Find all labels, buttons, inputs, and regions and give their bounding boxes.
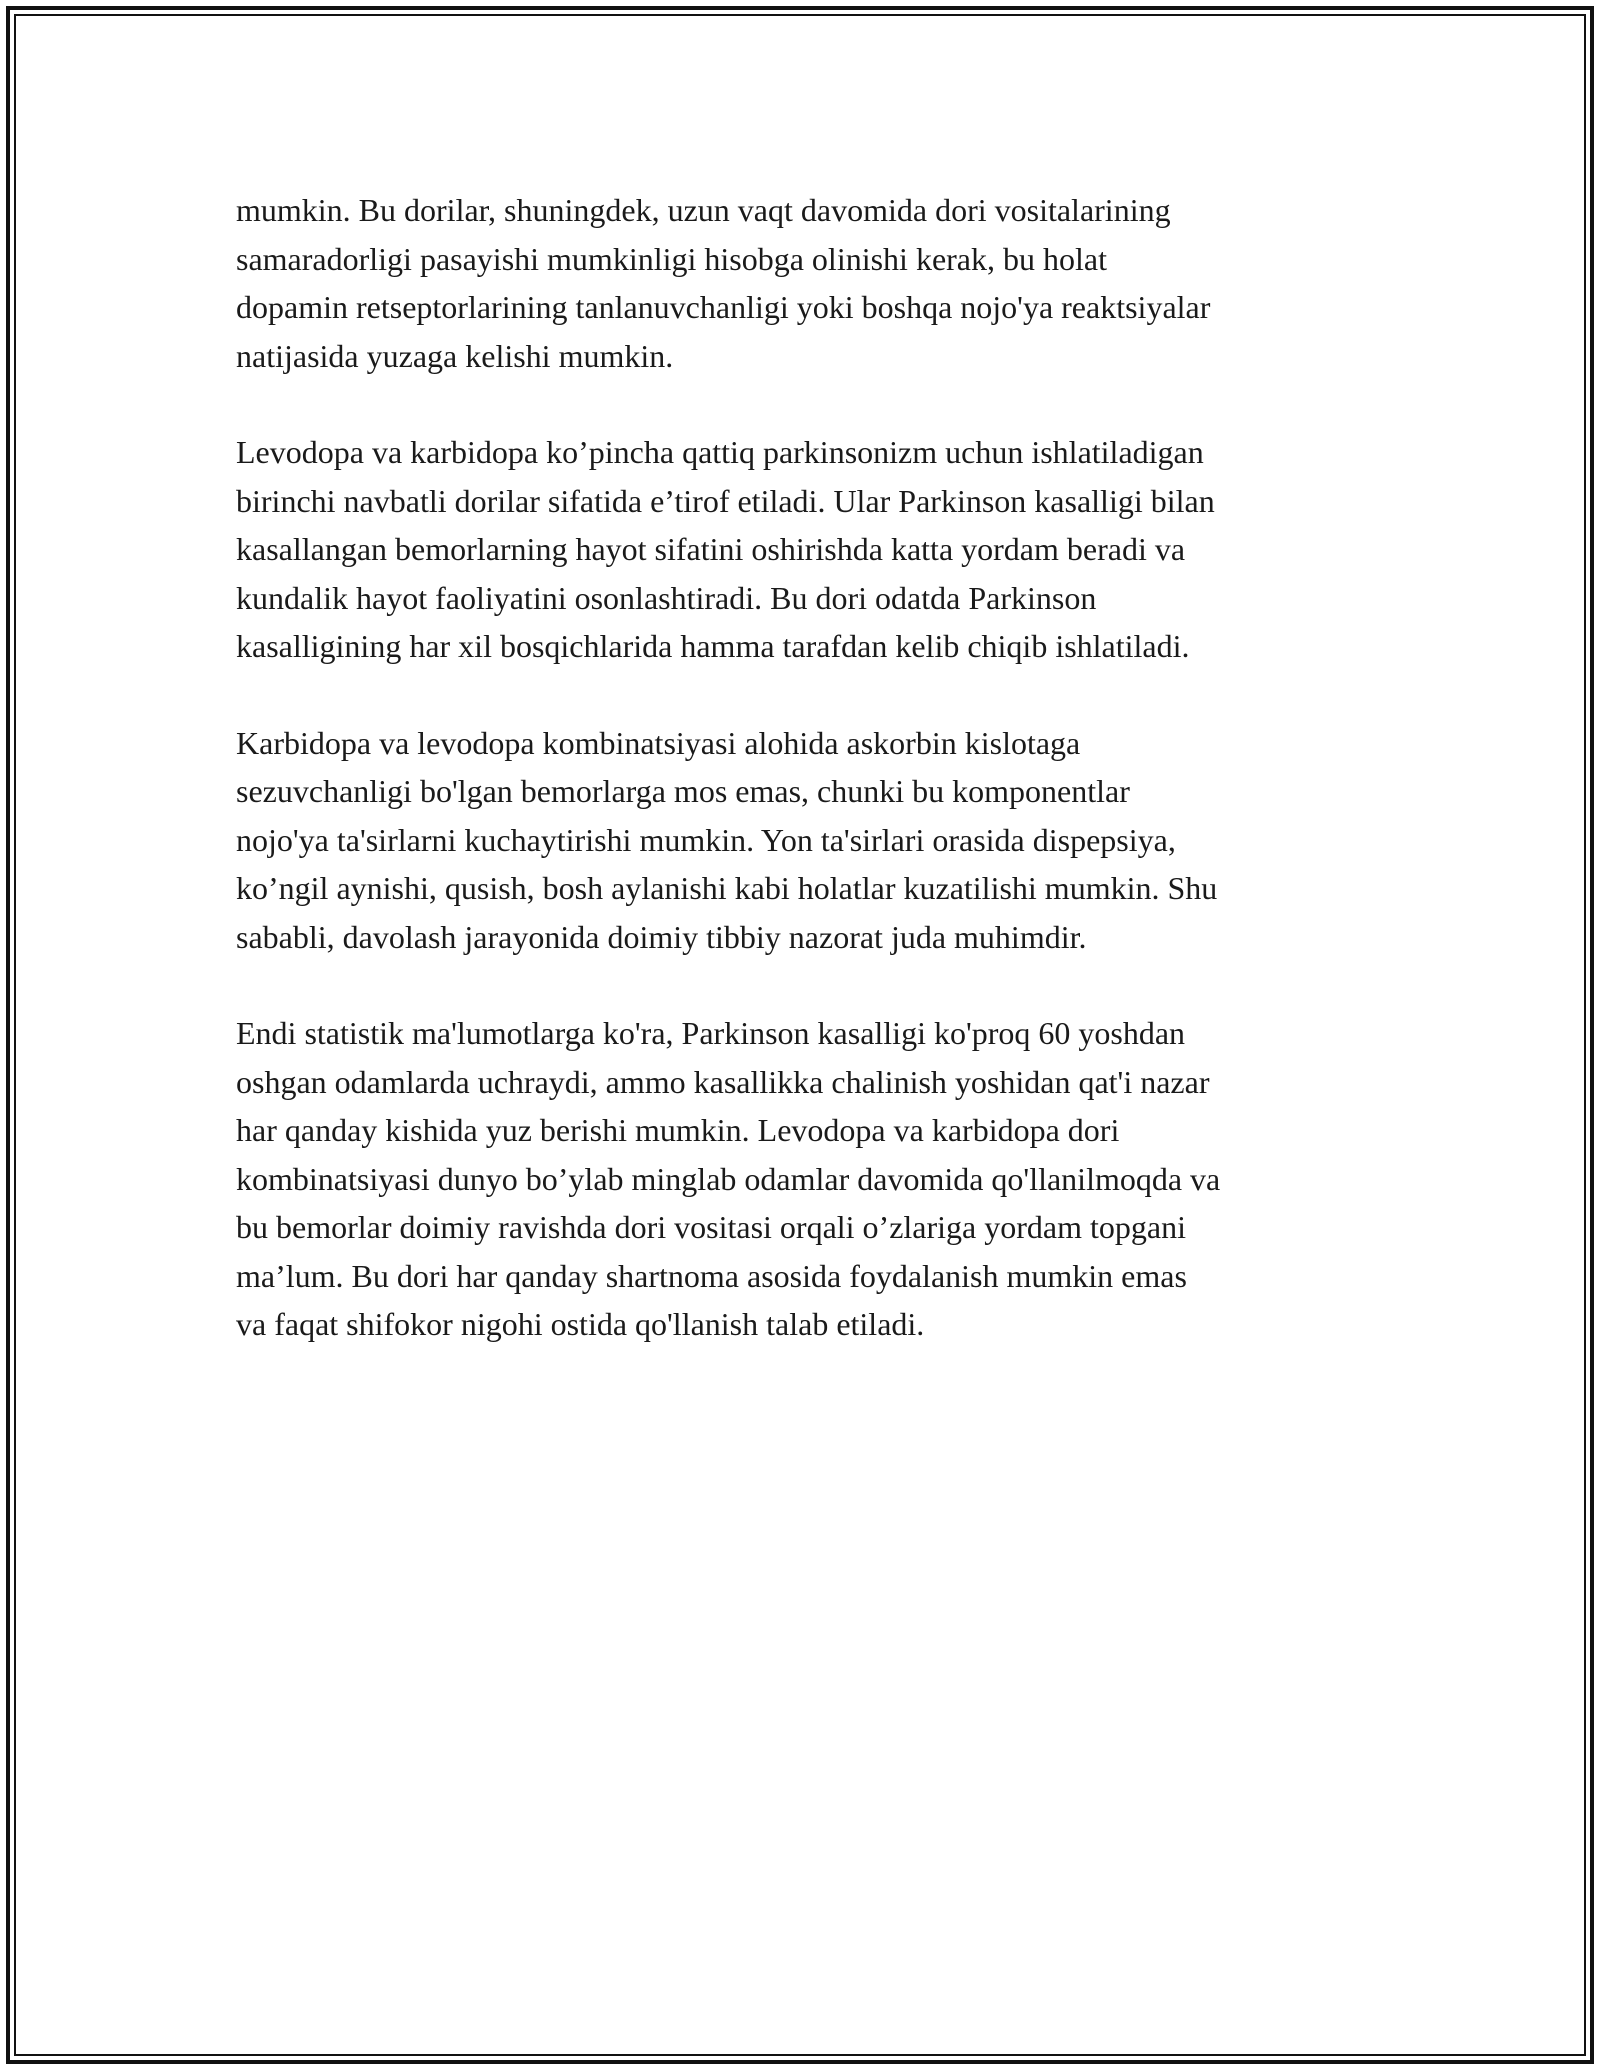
text-line: dopamin retseptorlarining tanlanuvchanligi yoki boshqa nojo'ya reaktsiyalar <box>236 289 1211 325</box>
text-line: natijasida yuzaga kelishi mumkin. <box>236 337 674 374</box>
text-line: kombinatsiyasi dunyo bo’ylab minglab odamlar davomida qo'llanilmoqda va <box>236 1160 1221 1197</box>
document-body <box>236 186 1366 1397</box>
text-line: ma’lum. Bu dori har qanday shartnoma asosida foydalanish mumkin emas <box>236 1257 1187 1294</box>
text-line: samaradorligi pasayishi mumkinligi hisobga olinishi kerak, bu holat <box>236 240 1107 277</box>
text-line: sezuvchanligi bo'lgan bemorlarga mos emas, chunki bu komponentlar <box>236 773 1130 809</box>
text-line: ko’ngil aynishi, qusish, bosh aylanishi kabi holatlar kuzatilishi mumkin. Shu <box>236 870 1218 906</box>
text-line: sababli, davolash jarayonida doimiy tibbiy nazorat juda muhimdir. <box>236 918 1087 955</box>
text-line: birinchi navbatli dorilar sifatida e’tirof etiladi. Ular Parkinson kasalligi bilan <box>236 482 1215 519</box>
paragraph-2 <box>236 428 1366 671</box>
text-line: kasallangan bemorlarning hayot sifatini oshirishda katta yordam beradi va <box>236 531 1186 567</box>
text-line: oshgan odamlarda uchraydi, ammo kasallikka chalinish yoshidan qat'i nazar <box>236 1063 1210 1100</box>
text-line: mumkin. Bu dorilar, shuningdek, uzun vaqt davomida dori vositalarining <box>236 192 1171 228</box>
paragraph-4 <box>236 1009 1366 1349</box>
text-line: Endi statistik ma'lumotlarga ko'ra, Parkinson kasalligi ko'proq 60 yoshdan <box>236 1015 1186 1051</box>
text-line: Levodopa va karbidopa ko’pincha qattiq parkinsonizm uchun ishlatiladigan <box>236 434 1204 470</box>
text-line: va faqat shifokor nigohi ostida qo'llanish talab etiladi. <box>236 1306 925 1342</box>
text-line: har qanday kishida yuz berishi mumkin. Levodopa va karbidopa dori <box>236 1112 1120 1148</box>
text-line: nojo'ya ta'sirlarni kuchaytirishi mumkin. Yon ta'sirlari orasida dispepsiya, <box>236 821 1176 858</box>
paragraph-1 <box>236 186 1366 380</box>
text-line: kundalik hayot faoliyatini osonlashtiradi. Bu dori odatda Parkinson <box>236 579 1097 616</box>
text-line: kasalligining har xil bosqichlarida hamma tarafdan kelib chiqib ishlatiladi. <box>236 628 1190 664</box>
text-line: bu bemorlar doimiy ravishda dori vositasi orqali o’zlariga yordam topgani <box>236 1209 1186 1245</box>
text-line: Karbidopa va levodopa kombinatsiyasi alohida askorbin kislotaga <box>236 724 1081 761</box>
paragraph-3 <box>236 719 1366 962</box>
